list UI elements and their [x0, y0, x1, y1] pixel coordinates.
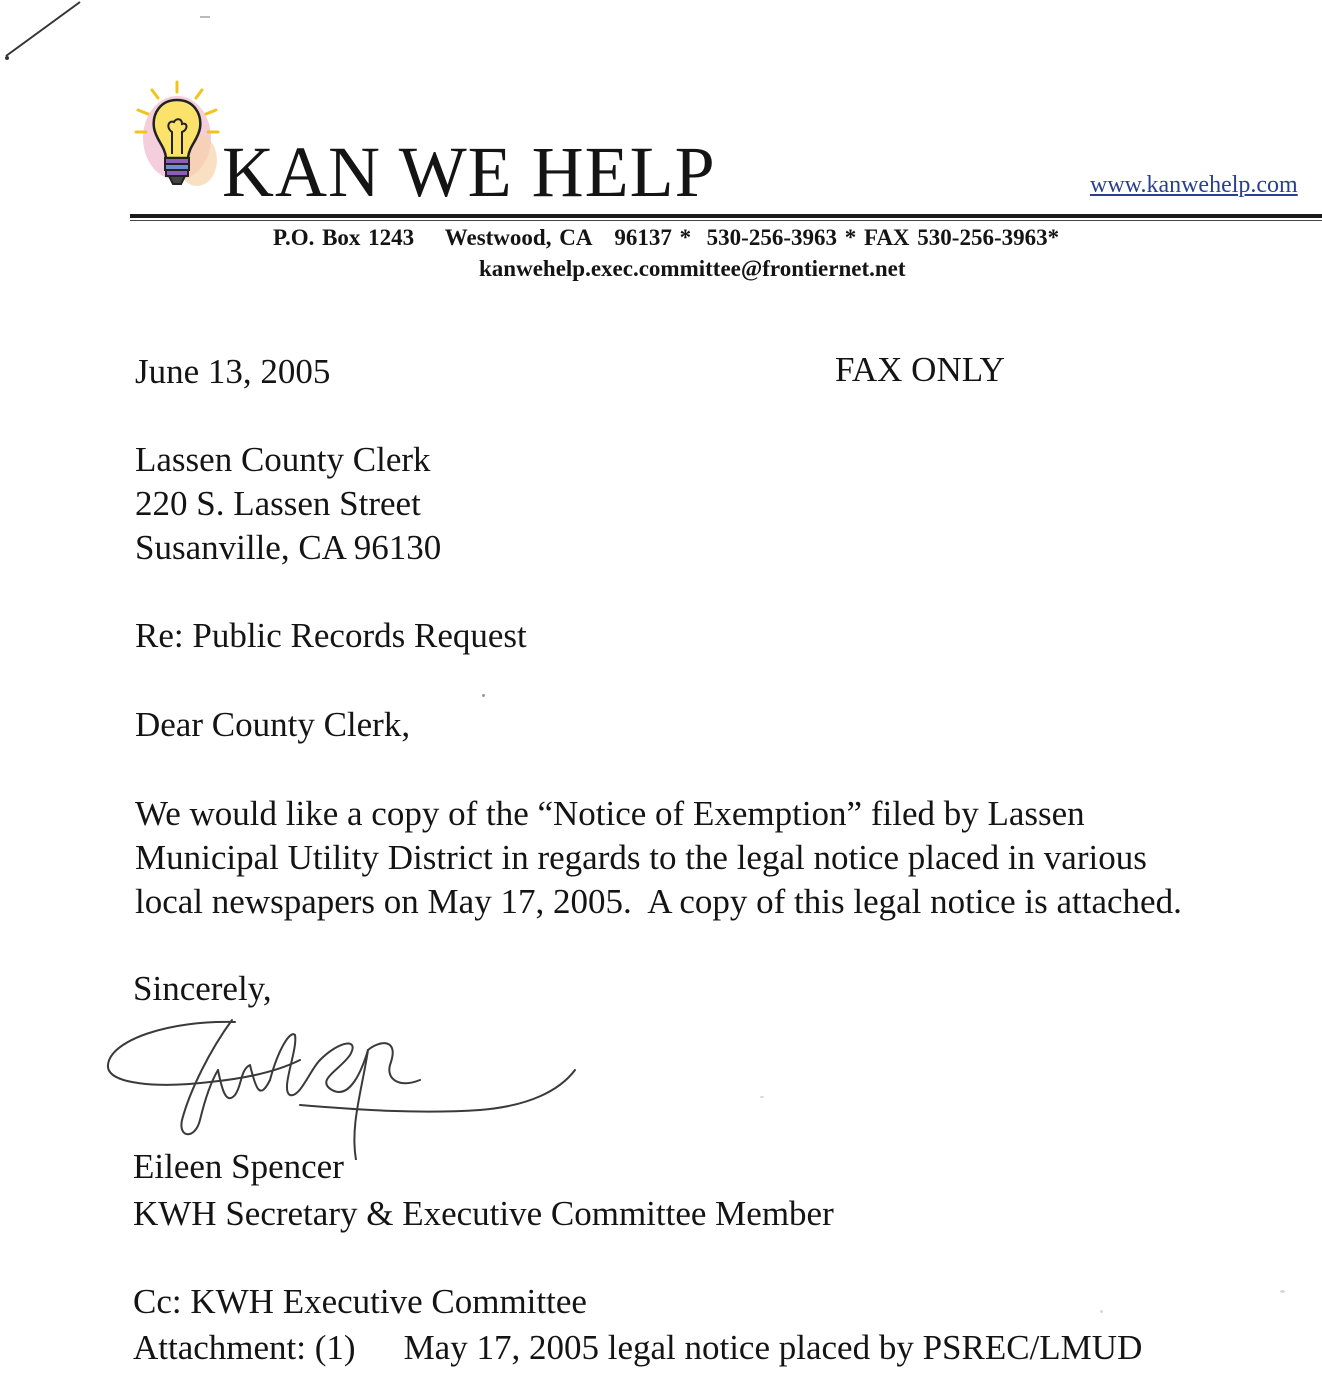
scan-speck — [760, 1096, 764, 1098]
delivery-note: FAX ONLY — [835, 350, 1005, 389]
scan-speck — [1100, 1310, 1103, 1313]
attachment-description: May 17, 2005 legal notice placed by PSREC/LMUD — [403, 1328, 1143, 1367]
website-link[interactable]: www.kanwehelp.com — [1090, 172, 1298, 198]
email-address: kanwehelp.exec.committee@frontiernet.net — [479, 256, 906, 281]
cc-line: Cc: KWH Executive Committee — [133, 1282, 587, 1321]
contact-line: P.O. Box 1243 Westwood, CA 96137 * 530-256-3963 * FAX 530-256-3963* — [273, 225, 1060, 250]
recipient-line: 220 S. Lassen Street — [135, 484, 421, 523]
paragraph-line: local newspapers on May 17, 2005. A copy of this legal notice is attached. — [135, 882, 1182, 921]
letterhead-rule — [130, 214, 1322, 218]
signer-name: Eileen Spencer — [133, 1147, 344, 1186]
salutation: Dear County Clerk, — [135, 705, 411, 744]
letter-date: June 13, 2005 — [135, 352, 331, 391]
paragraph-line: We would like a copy of the “Notice of Exemption” filed by Lassen — [135, 794, 1085, 833]
subject-line: Re: Public Records Request — [135, 616, 527, 655]
scan-dash — [200, 16, 210, 18]
scan-speck — [482, 694, 485, 697]
handwritten-signature — [100, 1010, 590, 1160]
recipient-address — [135, 438, 441, 570]
scan-speck — [1280, 1290, 1285, 1293]
paragraph-line: Municipal Utility District in regards to the legal notice placed in various — [135, 838, 1147, 877]
lightbulb-icon — [132, 80, 227, 195]
closing: Sincerely, — [133, 969, 272, 1008]
letterhead-rule-thin — [130, 220, 1322, 221]
attachment-line — [133, 1326, 1142, 1370]
body-paragraph — [135, 792, 1182, 924]
corner-pen-mark — [0, 0, 90, 70]
recipient-line: Susanville, CA 96130 — [135, 528, 442, 567]
recipient-line: Lassen County Clerk — [135, 440, 431, 479]
org-name: KAN WE HELP — [222, 132, 716, 212]
signer-title: KWH Secretary & Executive Committee Member — [133, 1194, 834, 1233]
attachment-label: Attachment: (1) — [133, 1328, 356, 1367]
